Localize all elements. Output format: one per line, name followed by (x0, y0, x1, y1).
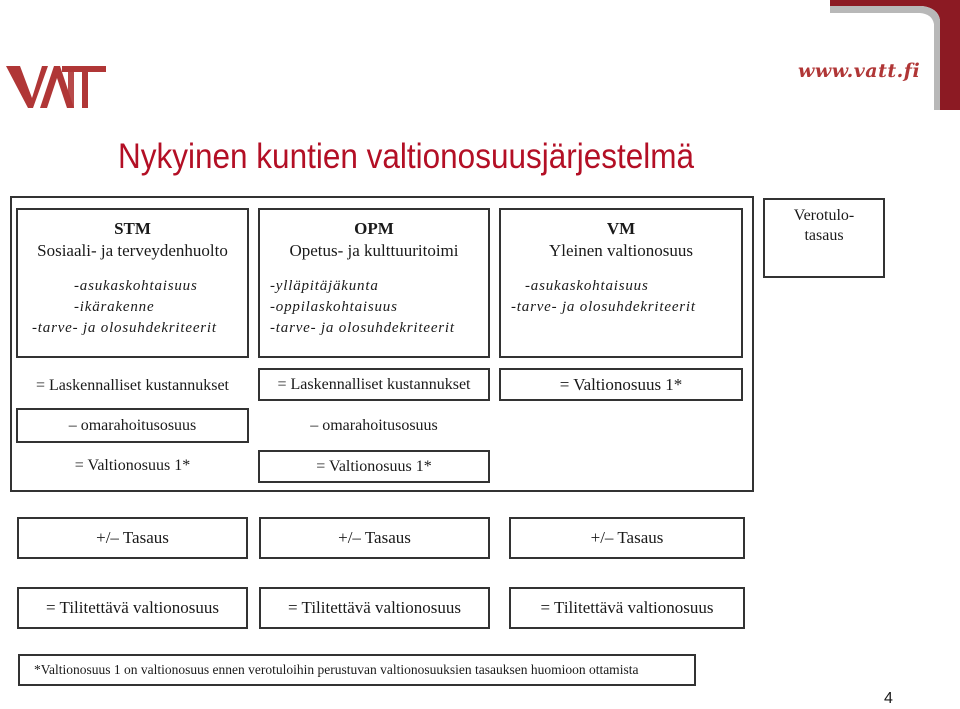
stm-criterion: -ikärakenne (74, 299, 155, 315)
stm-payable-state-share: = Tilitettävä valtionosuus (17, 587, 248, 629)
opm-state-share: = Valtionosuus 1* (258, 450, 490, 483)
stm-box (16, 208, 249, 358)
vm-payable-state-share: = Tilitettävä valtionosuus (509, 587, 745, 629)
opm-calculated-costs: = Laskennalliset kustannukset (258, 368, 490, 401)
stm-equalization: +/– Tasaus (17, 517, 248, 559)
vm-box (499, 208, 743, 358)
stm-state-share: = Valtionosuus 1* (74, 457, 191, 474)
stm-calculated-costs: = Laskennalliset kustannukset (36, 377, 229, 394)
vm-equalization: +/– Tasaus (509, 517, 745, 559)
opm-box (258, 208, 490, 358)
tax-equalization-line1: Verotulo- (793, 207, 855, 224)
vatt-url[interactable]: www.vatt.fi (798, 60, 921, 82)
page-title: Nykyinen kuntien valtionosuusjärjestelmä (118, 137, 695, 176)
opm-payable-state-share: = Tilitettävä valtionosuus (259, 587, 490, 629)
opm-abbr: OPM (354, 219, 394, 238)
stm-criterion: -tarve- ja olosuhdekriteerit (32, 320, 217, 336)
stm-own-funding: – omarahoitusosuus (16, 408, 249, 443)
opm-criterion: -ylläpitäjäkunta (270, 278, 379, 294)
stm-name: Sosiaali- ja terveydenhuolto (37, 241, 228, 260)
vm-state-share: = Valtionosuus 1* (499, 368, 743, 401)
footnote: *Valtionosuus 1 on valtionosuus ennen verotuloihin perustuvan valtionosuuksien tasauksen huomioon ottamista (18, 654, 696, 686)
opm-own-funding: – omarahoitusosuus (310, 417, 438, 434)
opm-criterion: -oppilaskohtaisuus (270, 299, 398, 315)
page-number: 4 (884, 690, 893, 707)
stm-abbr: STM (114, 219, 151, 238)
tax-equalization-box (763, 198, 885, 278)
stm-criterion: -asukaskohtaisuus (74, 278, 198, 294)
vatt-logo (6, 58, 106, 110)
tax-equalization-line2: tasaus (804, 227, 844, 244)
vm-name: Yleinen valtionosuus (548, 241, 693, 260)
opm-equalization: +/– Tasaus (259, 517, 490, 559)
corner-ribbon-decoration (830, 0, 960, 110)
vm-criterion: -asukaskohtaisuus (525, 278, 649, 294)
opm-criterion: -tarve- ja olosuhdekriteerit (270, 320, 455, 336)
opm-name: Opetus- ja kulttuuritoimi (289, 241, 459, 260)
vm-abbr: VM (606, 219, 636, 238)
vm-criterion: -tarve- ja olosuhdekriteerit (511, 299, 696, 315)
